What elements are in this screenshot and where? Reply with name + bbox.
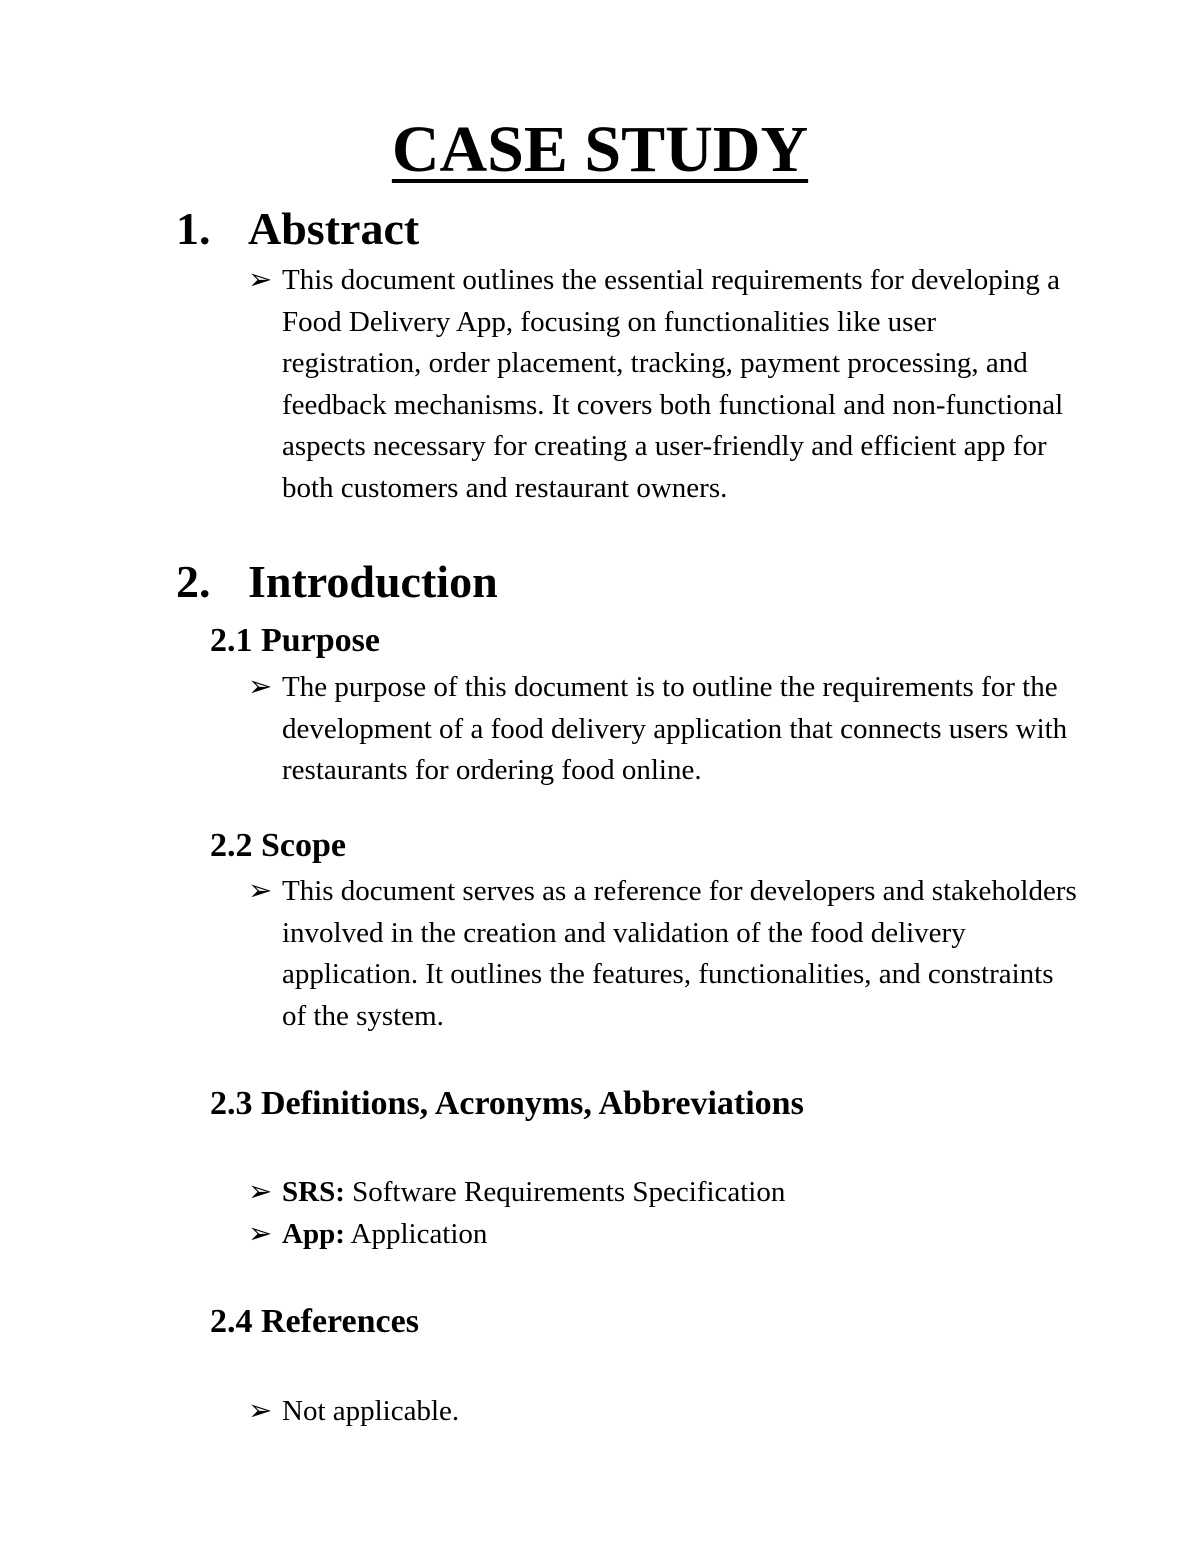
- subsection-heading-scope: 2.2 Scope: [210, 827, 346, 864]
- subsection-heading-purpose: 2.1 Purpose: [210, 622, 380, 659]
- definition-meaning: Software Requirements Specification: [344, 1176, 786, 1208]
- abstract-paragraph: [248, 260, 1078, 509]
- subsection-heading-definitions: 2.3 Definitions, Acronyms, Abbreviations: [210, 1085, 804, 1122]
- abstract-text: This document outlines the essential requirements for developing a Food Delivery App, focusing on functionalities like user registration, order placement, tracking, payment processing, and feedback mechanisms. It covers both functional and non-functional aspects necessary for creating a user-friendly and efficient app for both customers and restaurant owners.: [282, 264, 1064, 504]
- document-title: [0, 112, 1200, 188]
- section-title: Abstract: [248, 203, 420, 254]
- bullet-arrow-icon: ➢: [248, 1176, 273, 1208]
- definition-entry: [248, 1214, 1078, 1256]
- scope-paragraph: [248, 871, 1078, 1037]
- purpose-paragraph: [248, 667, 1078, 792]
- subsection-heading-references: 2.4 References: [210, 1303, 419, 1340]
- definition-item-srs: [248, 1172, 1078, 1214]
- section-number: 2.: [176, 556, 211, 607]
- definition-term: SRS:: [282, 1176, 345, 1208]
- section-heading-introduction: [176, 555, 498, 609]
- bullet-arrow-icon: ➢: [248, 875, 273, 907]
- references-paragraph: [248, 1391, 1078, 1433]
- definition-item-app: [248, 1214, 1078, 1256]
- bullet-arrow-icon: ➢: [248, 671, 273, 703]
- bullet-arrow-icon: ➢: [248, 1395, 273, 1427]
- references-text: Not applicable.: [282, 1395, 460, 1427]
- scope-text: This document serves as a reference for developers and stakeholders involved in the creation and validation of the food delivery application. It outlines the features, functionalities, and constraints of the system.: [282, 875, 1077, 1032]
- section-heading-abstract: [176, 202, 419, 256]
- section-number: 1.: [176, 203, 211, 254]
- definition-meaning: Application: [344, 1218, 488, 1250]
- document-title-text: CASE STUDY: [391, 113, 809, 186]
- bullet-arrow-icon: ➢: [248, 1218, 273, 1250]
- purpose-text: The purpose of this document is to outline the requirements for the development of a food delivery application that connects users with restaurants for ordering food online.: [282, 671, 1068, 786]
- bullet-arrow-icon: ➢: [248, 264, 273, 296]
- definition-entry: [248, 1172, 1078, 1214]
- section-title: Introduction: [248, 556, 498, 607]
- definition-term: App:: [282, 1218, 345, 1250]
